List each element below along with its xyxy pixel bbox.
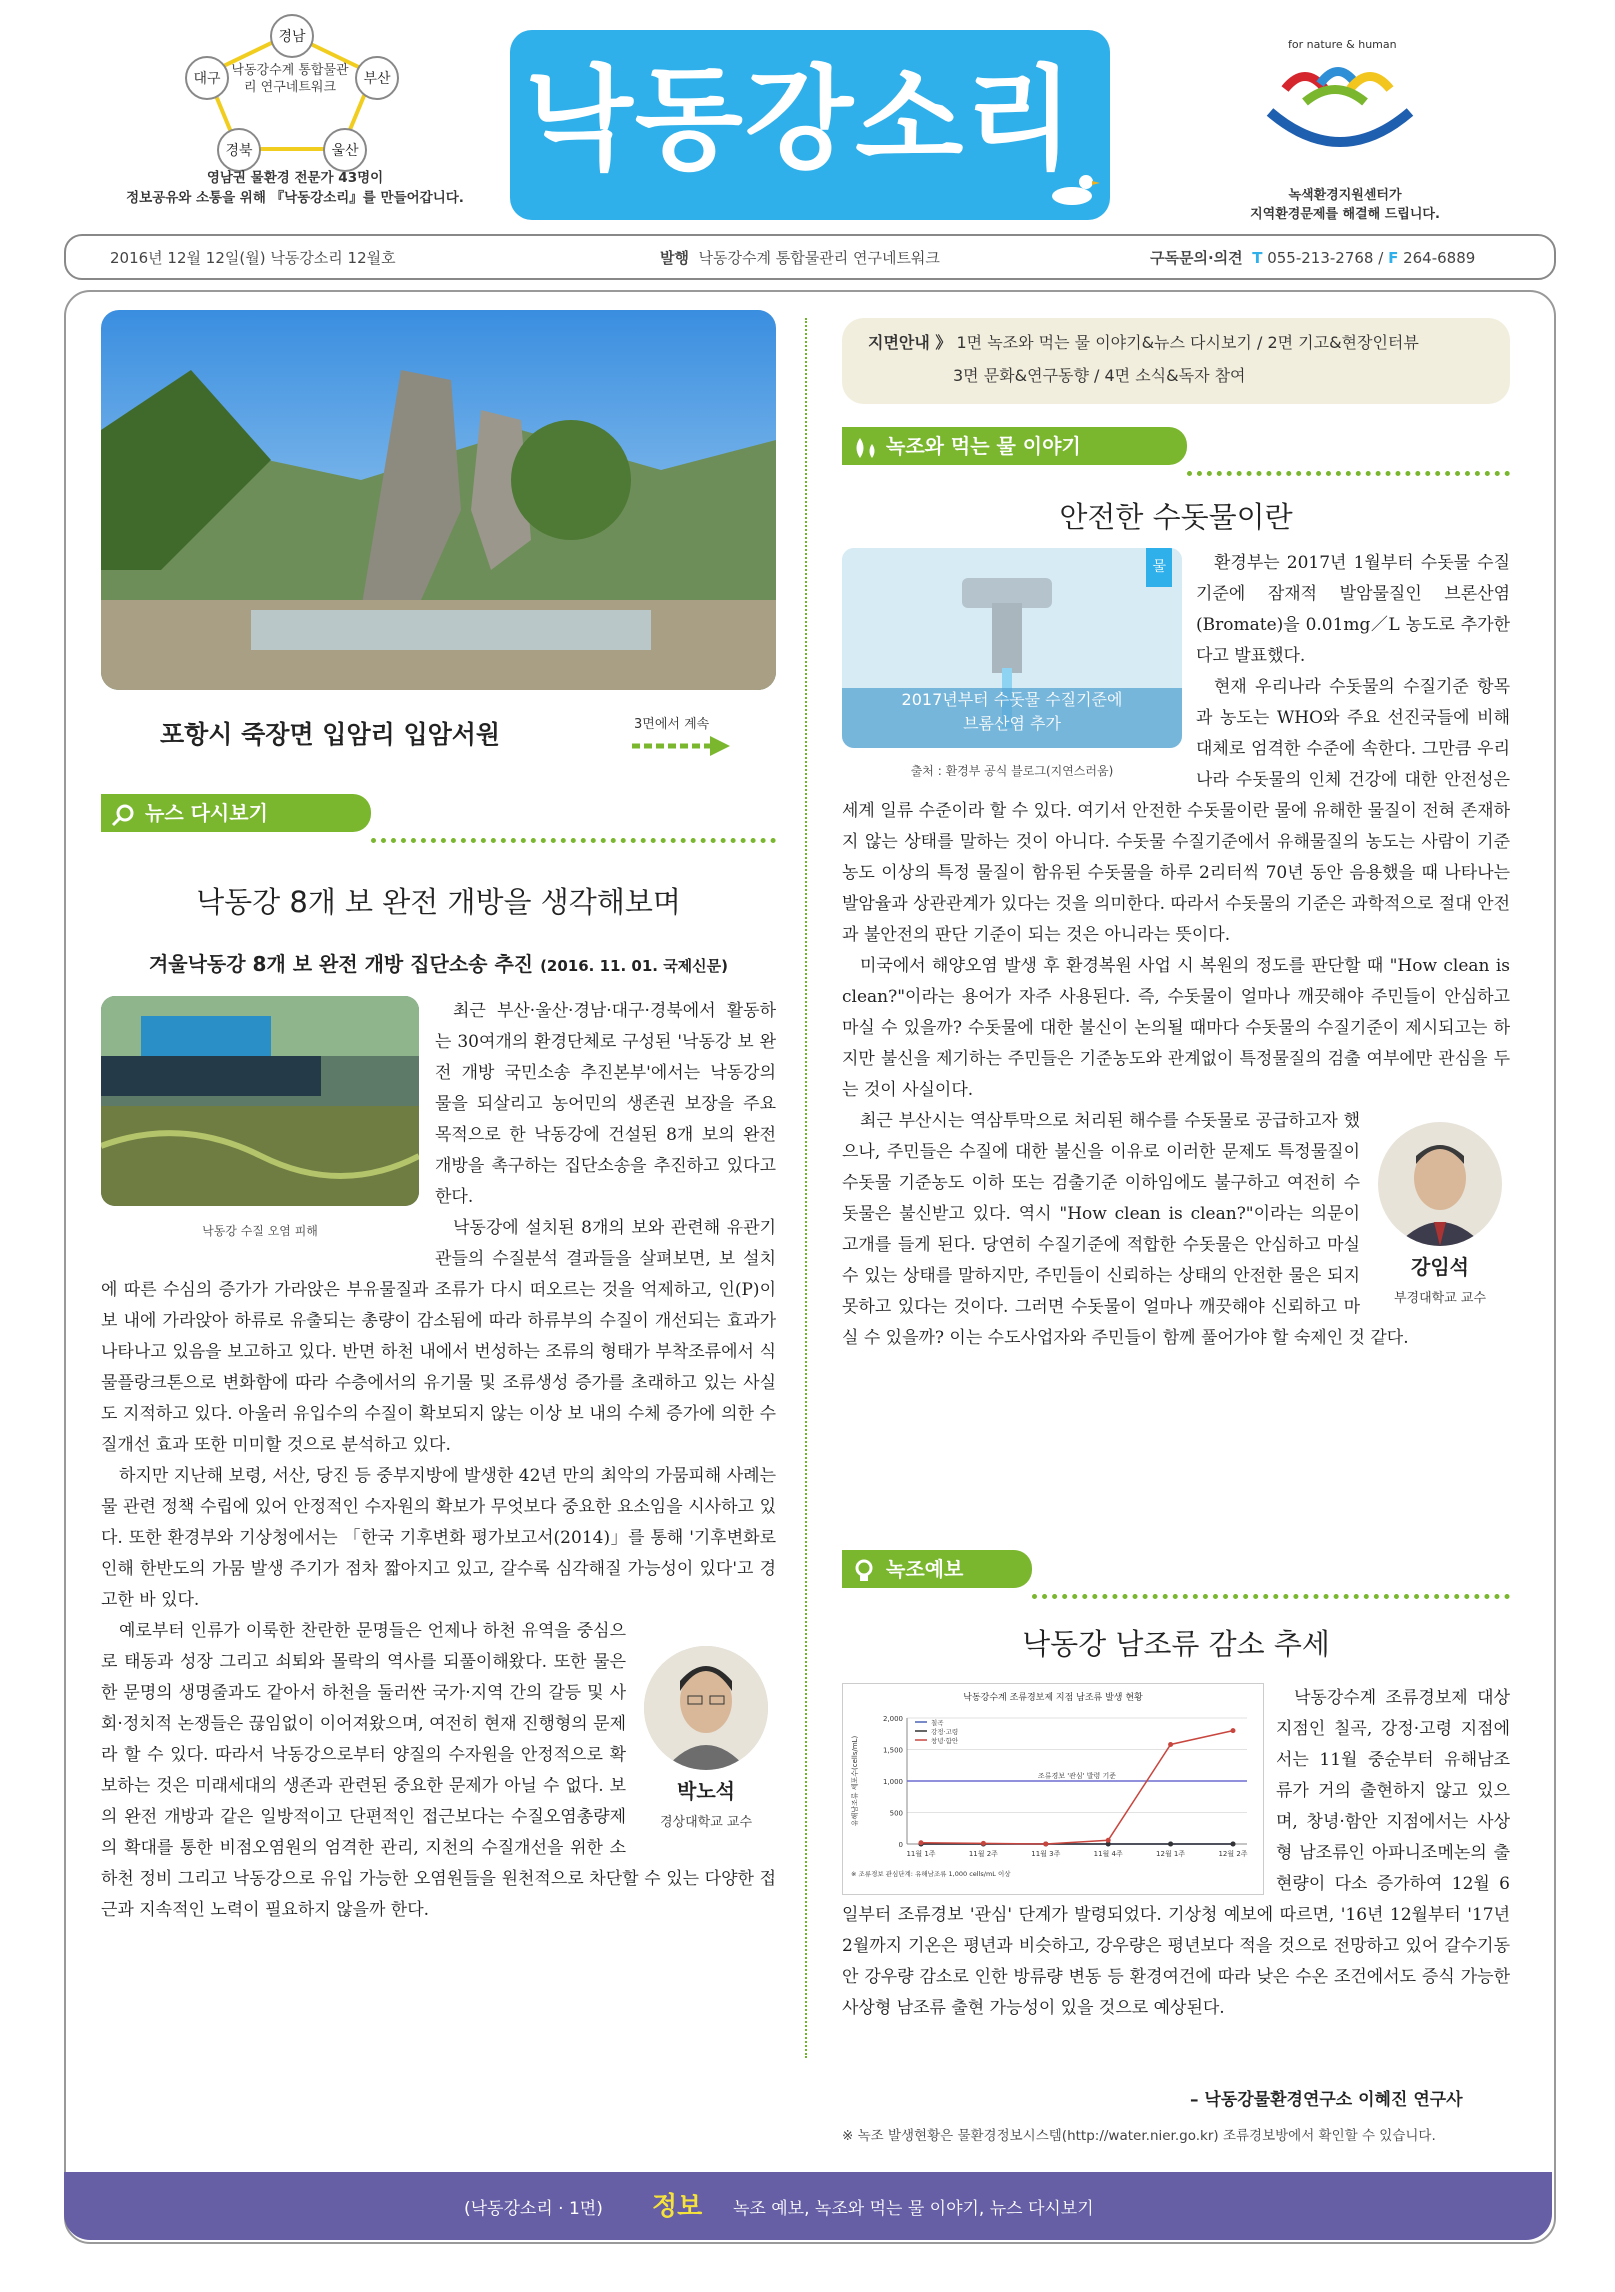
chart-threshold-label: 조류경보 '관심' 발령 기준 <box>1037 1772 1117 1780</box>
duck-icon <box>1040 168 1100 216</box>
chart-title: 낙동강수계 조류경보제 지점 남조류 발생 현황 <box>963 1693 1143 1703</box>
cover-photo <box>101 310 776 690</box>
chart-legend-item: 창녕·함안 <box>931 1737 959 1745</box>
fax-label: F <box>1388 249 1399 267</box>
chart-legend-item: 칠곡 <box>931 1719 944 1727</box>
chart-ytick: 500 <box>889 1809 903 1818</box>
water-paragraph: 미국에서 해양오염 발생 후 환경복원 사업 시 복원의 정도를 판단할 때 "How clean is clean?"이라는 용어가 자주 사용된다. 즉, 수돗물이 얼마나 깨끗해야 주민들이 안심하고 마실 수 있을까? 수돗물에 대한 불신이 논의될 때마다 수돗물의 수질기준이 제시되고는 하지만 불신을 제기하는 주민들은 기준농도와 관계없이 특정물질의 검출 여부에만 관심을 두는 것이 사실이다. <box>842 956 1510 1100</box>
logo-caption-line: 녹색환경지원센터가 <box>1288 188 1402 203</box>
photo-overlay-line: 2017년부터 수돗물 수질기준에 <box>901 690 1123 709</box>
section-label: 녹조예보 <box>886 1557 964 1581</box>
water-drop-icon <box>852 434 876 458</box>
publisher-info <box>660 247 940 268</box>
chart-series-line <box>921 1731 1233 1844</box>
chart-point <box>919 1840 924 1845</box>
chart-xtick: 12월 1주 <box>1156 1850 1186 1858</box>
contact-info: 구독문의·의견 T 055-213-2768 / F 264-6889 <box>1150 249 1476 267</box>
chart-xtick: 11월 4주 <box>1093 1850 1123 1858</box>
network-pentagon <box>175 14 405 164</box>
water-paragraph: 환경부는 2017년 1월부터 수돗물 수질기준에 잠재적 발암물질인 브론산염(Bromate)을 0.01mg／L 농도로 추가한다고 발표했다. <box>1196 553 1510 666</box>
news-photo <box>101 996 419 1206</box>
logo-caption <box>1215 186 1475 224</box>
news-body <box>101 996 776 1926</box>
chart-point <box>1231 1842 1236 1847</box>
cover-caption: 포항시 죽장면 입암리 입암서원 <box>160 720 501 749</box>
forecast-headline: 낙동강 남조류 감소 추세 <box>1022 1627 1330 1661</box>
chart-ylabel: 유해남조류 세포수(cells/mL) <box>851 1735 859 1827</box>
tel-number: 055-213-2768 <box>1267 249 1374 267</box>
news-paragraph: 최근 부산·울산·경남·대구·경북에서 활동하는 30여개의 환경단체로 구성된 '낙동강 보 완전 개방 국민소송 추진본부'에서는 낙동강의 물을 되살리고 농어민의 생존권 보장을 주요 목적으로 한 낙동강에 건설된 8개 보의 완전 개방을 촉구하는 집단소송을 추진하고 있다고 한다. <box>435 1001 776 1207</box>
masthead-title: 낙동강소리 <box>524 54 1076 185</box>
water-paragraph: 최근 부산시는 역삼투막으로 처리된 해수를 수돗물로 공급하고자 했으나, 주민들은 수질에 대한 불신을 이유로 이러한 문제도 특정물질이 수돗물 기준농도 이하 또는 검출기준 이하임에도 불구하고 여전히 수돗물은 불신받고 있다. 역시 "How clean is clean?"이라는 의문이 고개를 들게 된다. 당연히 수질기준에 적합한 수돗물은 안심하고 마실 수 있는 상태를 말하지만, 주민들이 신뢰하는 상태의 안전한 물은 되지 못하고 있다는 것이다. 그러면 수돗물이 얼마나 깨끗해야 신뢰하고 마실 수 있을까? 이는 수도사업자와 주민들이 함께 풀어가야 할 숙제인 것 같다. <box>842 1111 1409 1348</box>
column-divider <box>805 318 807 2058</box>
network-node: 경남 <box>270 14 314 58</box>
water-photo <box>842 548 1182 748</box>
toc-label: 지면안내 》 <box>868 333 952 352</box>
tagline-line: 영남권 물환경 전문가 43명이 <box>206 170 384 186</box>
news-paragraph: 낙동강에 설치된 8개의 보와 관련해 유관기관들의 수질분석 결과들을 살펴보면, 보 설치에 따른 수심의 증가가 가라앉은 부유물질과 조류가 다시 떠오르는 것을 억제하고, 인(P)이 보 내에 가라앉아 하류로 유출되는 총량이 감소됨에 따라 하류부의 수질이 개선되는 효과가 나타나고 있음을 보고하고 있다. 반면 하천 내에서 번성하는 조류의 형태가 부착조류에서 식물플랑크톤으로 변화함에 따라 수층에서의 유기물 및 조류생성 증가를 초래하고 있는 사실도 지적하고 있다. 아울러 유입수의 수질이 확보되지 않는 이상 보 내의 수체 증가에 의한 수질개선 효과 또한 미미할 것으로 분석하고 있다. <box>101 1218 776 1455</box>
chart-ytick: 1,500 <box>882 1746 903 1755</box>
issue-date: 2016년 12월 12일(월) 낙동강소리 12월호 <box>110 249 396 267</box>
toc-text: 1면 녹조와 먹는 물 이야기&뉴스 다시보기 / 2면 기고&현장인터뷰 <box>956 333 1419 352</box>
tel-label: T <box>1252 249 1263 267</box>
green-center-logo <box>1250 34 1430 164</box>
chart-xtick: 12월 2주 <box>1218 1850 1248 1858</box>
water-paragraph: 현재 우리나라 수돗물의 수질기준 항목과 농도는 WHO와 주요 선진국들에 비해 대체로 엄격한 수준에 속한다. 그만큼 우리나라 수돗물의 인체 건강에 대한 안전성은 세계 일류 수준이라 할 수 있다. 여기서 안전한 수돗물이란 물에 유해한 물질이 전혀 존재하지 않는 상태를 말하는 것이 아니다. 수돗물 수질기준에서 유해물질의 농도는 사람이 기준농도 이상의 특정 물질이 함유된 수돗물을 하루 2리터씩 70년 동안 음용했을 때 나타나는 발암율과 상관관계가 있다는 것을 의미한다. 따라서 수돗물의 기준은 과학적으로 절대 안전과 불안전의 판단 기준이 되는 것은 아니라는 뜻이다. <box>842 677 1510 945</box>
author-name: 박노석 <box>677 1779 735 1803</box>
photo-overlay-text <box>842 688 1182 736</box>
forecast-paragraph: 낙동강수계 조류경보제 대상지점인 칠곡, 강정·고령 지점에서는 11월 중순부터 유해남조류가 거의 출현하지 않고 있으며, 창녕·함안 지점에서는 사상형 남조류인 아파니조메논의 출현량이 다소 증가하여 12월 6일부터 조류경보 '관심' 단계가 발령되었다. 기상청 예보에 따르면, '16년 12월부터 '17년 2월까지 기온은 평년과 비슷하고, 강우량은 평년보다 적을 것으로 전망하고 있어 갈수기동안 강우량 감소로 인한 방류량 변동 등 환경여건에 따라 낮은 수온 조건에서도 증식 가능한 사상형 남조류 출현 가능성이 있을 것으로 예상된다. <box>842 1688 1510 2018</box>
chart-ytick: 0 <box>898 1841 903 1849</box>
photo-overlay-line: 브롬산염 추가 <box>963 714 1061 733</box>
water-photo-block <box>842 548 1182 784</box>
algae-chart-block <box>842 1683 1262 1898</box>
arrow-right-icon <box>632 734 732 758</box>
section-label: 녹조와 먹는 물 이야기 <box>886 434 1081 458</box>
water-headline: 안전한 수돗물이란 <box>1059 500 1293 534</box>
news-subhead-text: 겨울낙동강 8개 보 완전 개방 집단소송 추진 <box>148 952 534 976</box>
tagline-line: 정보공유와 소통을 위해 『낙동강소리』를 만들어갑니다. <box>126 190 464 206</box>
toc-line <box>868 330 1419 353</box>
chart-ytick: 2,000 <box>882 1715 903 1723</box>
lightbulb-icon <box>852 1557 876 1581</box>
footer-topics: 녹조 예보, 녹조와 먹는 물 이야기, 뉴스 다시보기 <box>733 2199 1094 2219</box>
toc-line: 3면 문화&연구동향 / 4면 소식&독자 참여 <box>953 366 1246 385</box>
author-block-news <box>636 1646 776 1846</box>
chart-point <box>1043 1842 1048 1847</box>
chart-xtick: 11월 3주 <box>1031 1850 1061 1858</box>
green-center-emblem <box>1250 34 1430 164</box>
author-photo <box>644 1646 768 1770</box>
author-name: 강임석 <box>1411 1255 1469 1279</box>
footer-issue-page: (낙동강소리 · 1면) <box>464 2199 603 2219</box>
news-photo-block <box>101 996 419 1246</box>
section-tag-forecast <box>842 1550 1032 1588</box>
chart-point <box>1231 1728 1236 1733</box>
algae-chart <box>842 1683 1264 1895</box>
news-paragraph: 예로부터 인류가 이룩한 찬란한 문명들은 언제나 하천 유역을 중심으로 태동과 성장 그리고 쇠퇴와 몰락의 역사를 되풀이해왔다. 또한 물은 한 문명의 생명줄과도 같아서 하천을 둘러싼 국가·지역 간의 갈등 및 사회·정치적 논쟁들은 끊임없이 이어져왔으며, 여전히 현재 진행형의 문제라 할 수 있다. 따라서 낙동강으로부터 양질의 수자원을 안정적으로 확보하는 것은 미래세대의 생존과 관련된 중요한 문제가 아닐 수 없다. 보의 완전 개방과 같은 일방적이고 단편적인 접근보다는 수질오염총량제의 확대를 통한 비점오염원의 엄격한 관리, 지천의 수질개선을 위한 소하천 정비 그리고 낙동강으로 유입 가능한 오염원들을 원천적으로 차단할 수 있는 다양한 접근과 지속적인 노력이 필요하지 않을까 한다. <box>101 1621 776 1920</box>
news-headline: 낙동강 8개 보 완전 개방을 생각해보며 <box>196 885 681 919</box>
chart-xtick: 11월 2주 <box>968 1850 998 1858</box>
chart-legend-item: 강정·고령 <box>931 1728 959 1736</box>
network-center-label: 낙동강수계 통합물관리 연구네트워크 <box>231 63 349 95</box>
chart-point <box>1168 1842 1173 1847</box>
chart-point <box>1106 1838 1111 1843</box>
continued-note: 3면에서 계속 <box>634 717 710 732</box>
section-dots <box>1187 471 1510 476</box>
fax-number: 264-6889 <box>1403 249 1476 267</box>
author-affiliation: 부경대학교 교수 <box>1393 1291 1487 1306</box>
network-node: 대구 <box>185 56 229 100</box>
section-tag-news <box>101 794 371 832</box>
contact-label: 구독문의·의견 <box>1150 249 1243 267</box>
water-photo-caption: 출처 : 환경부 공식 블로그(지연스러움) <box>910 764 1114 778</box>
author-block-water <box>1370 1122 1510 1322</box>
author-photo <box>1378 1122 1502 1246</box>
news-source: (2016. 11. 01. 국제신문) <box>540 957 729 975</box>
magnifier-icon <box>111 801 135 825</box>
logo-caption-line: 지역환경문제를 해결해 드립니다. <box>1250 207 1440 222</box>
network-node: 경북 <box>217 128 261 172</box>
section-dots <box>1032 1594 1510 1599</box>
publisher-name: 낙동강수계 통합물관리 연구네트워크 <box>698 249 940 267</box>
news-paragraph: 하지만 지난해 보령, 서산, 당진 등 중부지방에 발생한 42년 만의 최악의 가뭄피해 사례는 물 관련 정책 수립에 있어 안정적인 수자원의 확보가 무엇보다 중요한 요소임을 시사하고 있다. 또한 환경부와 기상청에서는 「한국 기후변화 평가보고서(2014)」를 통해 '기후변화로 인해 한반도의 가뭄 발생 주기가 점차 짧아지고 있고, 갈수록 심각해질 가능성이 있다'고 경고한 바 있다. <box>101 1466 776 1610</box>
chart-ytick: 1,000 <box>882 1778 903 1786</box>
section-dots <box>371 838 776 843</box>
network-node: 부산 <box>355 56 399 100</box>
chart-point <box>981 1841 986 1846</box>
logo-tagline: for nature & human <box>1288 38 1397 51</box>
chart-footnote: ※ 조류경보 관심단계: 유해남조류 1,000 cells/mL 이상 <box>851 1870 1011 1878</box>
section-label: 뉴스 다시보기 <box>145 801 268 825</box>
news-subhead <box>101 948 776 977</box>
network-node: 울산 <box>323 128 367 172</box>
footer-theme: 정보 <box>652 2192 703 2222</box>
chart-point <box>1168 1742 1173 1747</box>
section-tag-water <box>842 427 1187 465</box>
water-body <box>842 548 1510 1354</box>
author-affiliation: 경상대학교 교수 <box>659 1815 753 1830</box>
forecast-signature: – 낙동강물환경연구소 이혜진 연구사 <box>1190 2090 1463 2110</box>
chart-xtick: 11월 1주 <box>906 1850 936 1858</box>
news-photo-caption: 낙동강 수질 오염 피해 <box>202 1224 318 1238</box>
photo-badge: 물 <box>1146 548 1172 587</box>
forecast-note: ※ 녹조 발생현황은 물환경정보시스템(http://water.nier.go.kr) 조류경보방에서 확인할 수 있습니다. <box>842 2128 1436 2144</box>
forecast-body <box>842 1683 1510 2024</box>
publisher-label: 발행 <box>660 249 689 267</box>
header-tagline <box>110 168 480 208</box>
